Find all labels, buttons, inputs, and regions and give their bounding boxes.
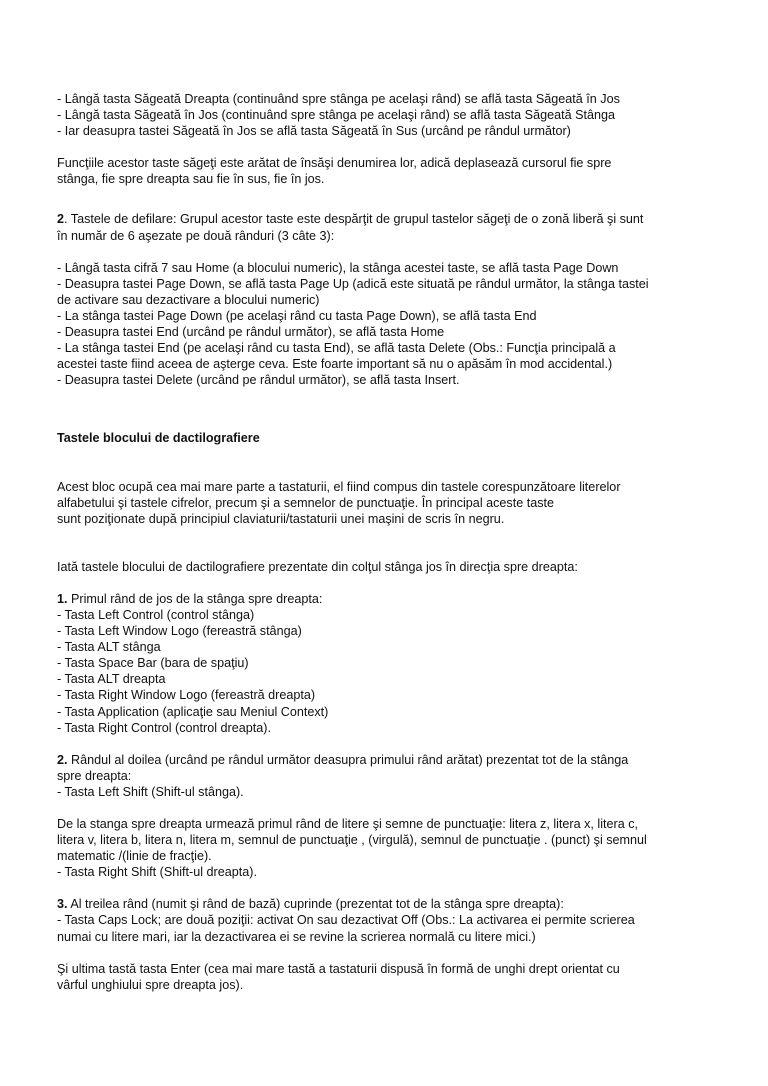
list-item: - Tasta Left Control (control stânga) xyxy=(57,607,255,622)
list-item: - Tasta ALT dreapta xyxy=(57,672,166,687)
paragraph-line xyxy=(57,211,728,227)
section-title-text: Al treilea rând (numit şi rând de bază) cuprinde (prezentat tot de la stânga spre dreapta): xyxy=(67,897,564,912)
paragraph-line: vârful unghiului spre dreapta jos). xyxy=(57,977,244,992)
section-number: 2 xyxy=(57,212,65,227)
paragraph-line: Şi ultima tastă tasta Enter (cea mai mare tastă a tastaturii dispusă în formă de unghi drept orientat cu xyxy=(57,961,620,976)
section-number: 2. xyxy=(57,752,68,767)
list-item: - Deasupra tastei Page Down, se află tasta Page Up (adică este situată pe rândul următor, la stânga tastei xyxy=(57,276,649,291)
paragraph-line: Iată tastele blocului de dactilografiere prezentate din colţul stânga jos în direcţia spre dreapta: xyxy=(57,559,578,574)
scroll-keys-intro xyxy=(57,211,728,243)
list-item: - Deasupra tastei End (urcând pe rândul următor), se află tasta Home xyxy=(57,325,445,340)
paragraph-line: numai cu litere mari, iar la dezactivarea ei se revine la scrierea normală cu litere mici.) xyxy=(57,929,536,944)
paragraph-line: alfabetului şi tastele cifrelor, precum şi a semnelor de punctuaţie. În principal aceste taste xyxy=(57,495,555,510)
row2-title xyxy=(57,752,728,768)
section-title-text: . Tastele de defilare: Grupul acestor taste este despărţit de grupul tastelor săgeţi de o zonă liberă şi sunt xyxy=(64,212,644,227)
list-item: - Tasta Right Shift (Shift-ul dreapta). xyxy=(57,865,257,880)
list-item: - Deasupra tastei Delete (urcând pe rândul următor), se află tasta Insert. xyxy=(57,373,460,388)
paragraph-line: stânga, fie spre dreapta sau fie în sus, fie în jos. xyxy=(57,172,325,187)
section-title-text: Primul rând de jos de la stânga spre dreapta: xyxy=(67,591,323,606)
section-number: 1. xyxy=(57,591,68,606)
list-item: - Tasta Space Bar (bara de spaţiu) xyxy=(57,656,249,671)
list-item: - Iar deasupra tastei Săgeată în Jos se află tasta Săgeată în Sus (urcând pe rândul următor) xyxy=(57,124,571,139)
paragraph-line: Funcţiile acestor taste săgeţi este arătat de însăşi denumirea lor, adică deplasează cursorul fie spre xyxy=(57,156,612,171)
list-item: - Tasta Left Window Logo (fereastră stânga) xyxy=(57,624,302,639)
paragraph-line: De la stanga spre dreapta urmează primul rând de litere şi semne de punctuaţie: litera z, litera x, litera c, xyxy=(57,817,638,831)
list-item: - Lângă tasta cifră 7 sau Home (a blocului numeric), la stânga acestei taste, se află tasta Page Down xyxy=(57,260,619,275)
typing-block-presented xyxy=(57,559,728,575)
list-item: - La stânga tastei End (pe acelaşi rând cu tasta End), se află tasta Delete (Obs.: Funcţia principală a xyxy=(57,341,616,356)
paragraph-line: Acest bloc ocupă cea mai mare parte a tastaturii, el fiind compus din tastele corespunzătoare literelor xyxy=(57,479,621,494)
row2-letters-paragraph xyxy=(57,816,728,880)
arrow-keys-function-paragraph xyxy=(57,155,728,187)
list-item: - Tasta Application (aplicaţie sau Meniul Context) xyxy=(57,704,329,719)
section-heading: Tastele blocului de dactilografiere xyxy=(57,431,260,446)
enter-key-paragraph xyxy=(57,961,728,993)
row3-section xyxy=(57,896,728,944)
paragraph-line: spre dreapta: xyxy=(57,768,132,783)
paragraph-line: litera v, litera b, litera n, litera m, semnul de punctuaţie , (virgulă), semnul de punctuaţie . (punct) şi semnul xyxy=(57,833,647,848)
list-item: - Tasta Caps Lock; are două poziţii: activat On sau dezactivat Off (Obs.: La activarea ei permite scrierea xyxy=(57,913,635,928)
typing-block-intro xyxy=(57,479,728,527)
paragraph-line: matematic /(linie de fracţie). xyxy=(57,849,212,864)
section-number: 3. xyxy=(57,897,68,912)
row1-title xyxy=(57,591,728,607)
list-item: - Lângă tasta Săgeată în Jos (continuând spre stânga pe acelaşi rând) se află tasta Săgeată Stânga xyxy=(57,108,615,123)
list-item: - Tasta Left Shift (Shift-ul stânga). xyxy=(57,784,244,799)
row2-section xyxy=(57,752,728,800)
arrow-keys-list xyxy=(57,91,728,139)
list-item: acestei taste fiind aceea de aşterge ceva. Este foarte important să nu o apăsăm în mod accidental.) xyxy=(57,357,613,372)
paragraph-line: în număr de 6 aşezate pe două rânduri (3 câte 3): xyxy=(57,228,335,243)
list-item: - Tasta Right Control (control dreapta). xyxy=(57,720,271,735)
list-item: de activare sau dezactivare a blocului numeric) xyxy=(57,292,320,307)
list-item: - Tasta ALT stânga xyxy=(57,640,161,655)
list-item: - La stânga tastei Page Down (pe acelaşi rând cu tasta Page Down), se află tasta End xyxy=(57,308,537,323)
section-title-text: Rândul al doilea (urcând pe rândul următor deasupra primului rând arătat) prezentat tot de la stânga xyxy=(67,752,629,767)
list-item: - Lângă tasta Săgeată Dreapta (continuând spre stânga pe acelaşi rând) se află tasta Săgeată în Jos xyxy=(57,92,620,106)
scroll-keys-list xyxy=(57,260,728,389)
paragraph-line: sunt poziţionate după principiul claviaturii/tastaturii unei maşini de scris în negru. xyxy=(57,511,505,526)
row3-title xyxy=(57,896,728,912)
list-item: - Tasta Right Window Logo (fereastră dreapta) xyxy=(57,688,316,703)
row1-section xyxy=(57,591,728,736)
